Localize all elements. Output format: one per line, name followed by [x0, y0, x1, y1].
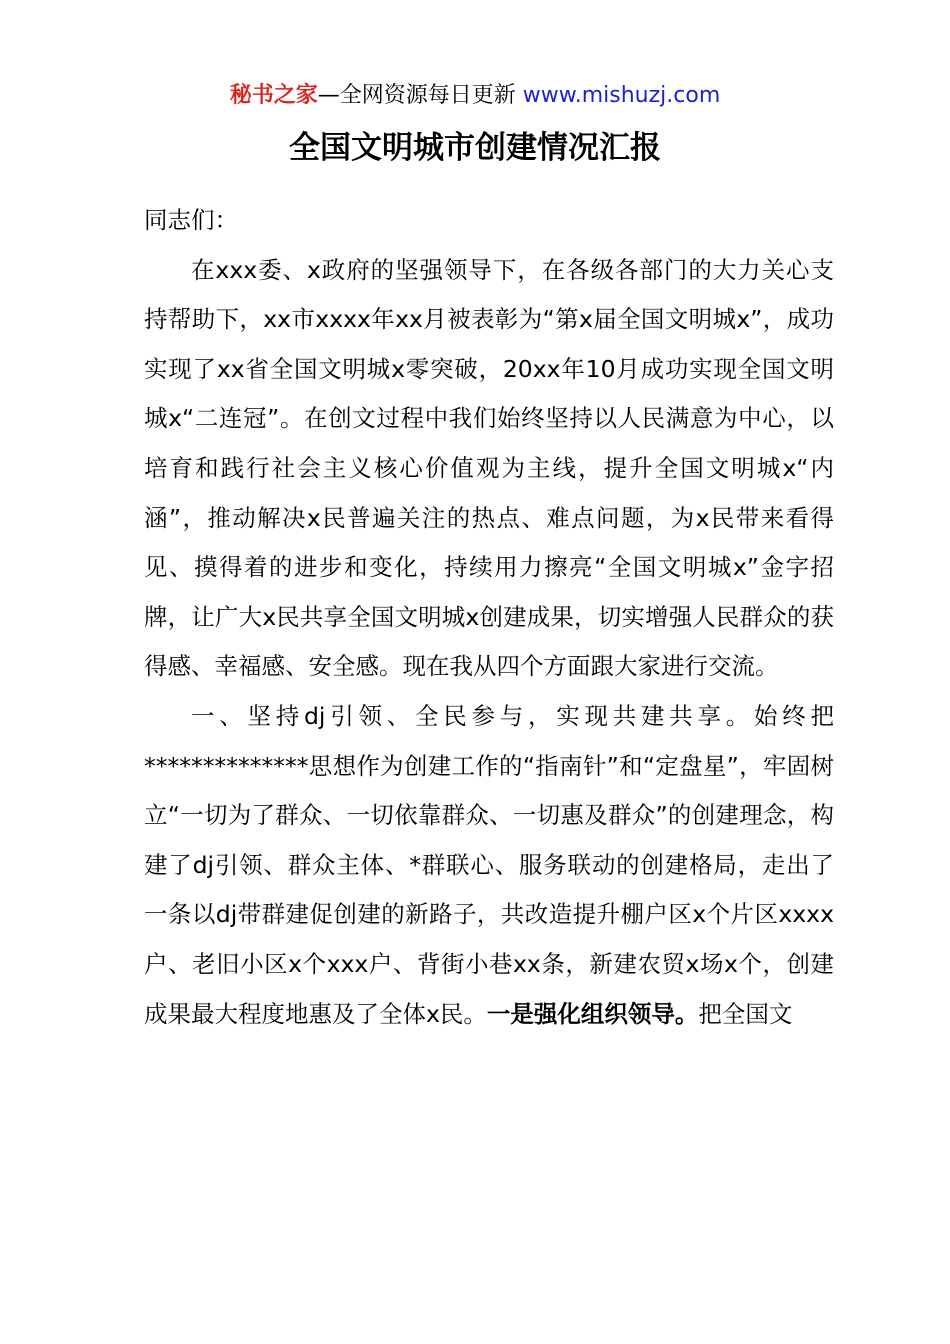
document-body — [144, 196, 834, 1039]
paragraph-intro: 在xxx委、x政府的坚强领导下，在各级各部门的大力关心支持帮助下，xx市xxxx年xx月被表彰为“第x届全国文明城x”，成功实现了xx省全国文明城x零突破，20xx年10月成功实现全国文明城x“二连冠”。在创文过程中我们始终坚持以人民满意为中心，以培育和践行社会主义核心价值观为主线，提升全国文明城x“内涵”，推动解决x民普遍关注的热点、难点问题，为x民带来看得见、摸得着的进步和变化，持续用力擦亮“全国文明城x”金字招牌，让广大x民共享全国文明城x创建成果，切实增强人民群众的获得感、幸福感、安全感。现在我从四个方面跟大家进行交流。 — [144, 255, 834, 681]
site-url-link[interactable]: www.mishuzj.com — [522, 83, 721, 108]
document-title: 全国文明城市创建情况汇报 — [289, 130, 661, 166]
site-banner — [0, 80, 950, 112]
section-one-bold-heading: 一是强化组织领导。 — [486, 999, 699, 1028]
paragraph-section-one — [144, 692, 834, 1039]
section-one-tail: 把全国文 — [698, 999, 793, 1028]
section-one-text: 一、坚持dj引领、全民参与，实现共建共享。始终把**************思想作为创建工作的“指南针”和“定盘星”，牢固树立“一切为了群众、一切依靠群众、一切惠及群众”的创建理念，构建了dj引领、群众主体、*群联心、服务联动的创建格局，走出了一条以dj带群建促创建的新路子，共改造提升棚户区x个片区xxxx户、老旧小区x个xxx户、背街小巷xx条，新建农贸x场x个，创建成果最大程度地惠及了全体x民。 — [144, 701, 834, 1028]
salutation: 同志们： — [144, 206, 238, 234]
site-brand: 秘书之家 — [229, 83, 318, 108]
site-slogan: —全网资源每日更新 — [317, 83, 523, 108]
